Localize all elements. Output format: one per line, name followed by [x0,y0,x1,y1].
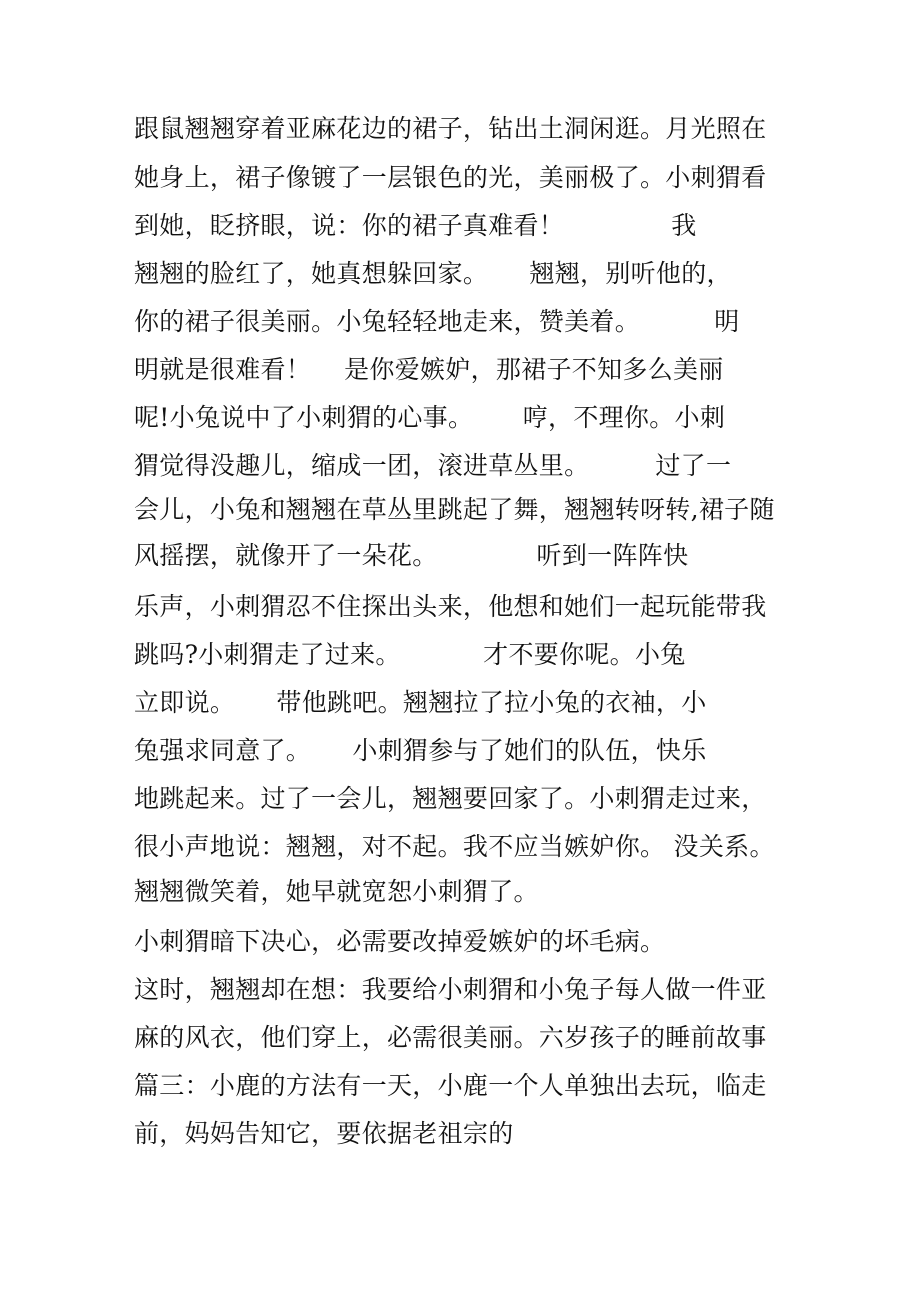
text-line: 麻的风衣，他们穿上，必需很美丽。六岁孩子的睡前故事 [134,1023,767,1052]
text-line: 翘翘的脸红了，她真想躲回家。 翘翘，别听他的， [134,259,732,288]
text-line: 到她，眨挤眼，说：你的裙子真难看！ 我 [134,211,697,240]
text-line: 乐声，小刺猬忍不住探出头来，他想和她们一起玩能带我 [134,592,767,621]
text-line: 她身上，裙子像镀了一层银色的光，美丽极了。小刺猬看 [134,163,767,192]
text-line: 跟鼠翘翘穿着亚麻花边的裙子，钻出土洞闲逛。月光照在 [134,114,767,143]
text-line: 兔强求同意了。 小刺猬参与了她们的队伍，快乐 [134,736,707,765]
text-line: 呢!小兔说中了小刺猬的心事。 哼，不理你。小刺 [134,403,726,432]
text-line: 明就是很难看！ 是你爱嫉妒，那裙子不知多么美丽 [134,355,724,384]
text-line: 你的裙子很美丽。小兔轻轻地走来，赞美着。 明 [134,307,740,336]
text-line: 很小声地说：翘翘，对不起。我不应当嫉妒你。 没关系。 [134,832,775,861]
text-line: 猬觉得没趣儿，缩成一团，滚进草丛里。 过了一 [134,451,732,480]
text-line: 小刺猬暗下决心，必需要改掉爱嫉妒的坏毛病。 [134,927,666,956]
text-line: 这时，翘翘却在想：我要给小刺猬和小兔子每人做一件亚 [134,975,767,1004]
text-line: 跳吗?小刺猬走了过来。 才不要你呢。小兔 [134,640,686,669]
text-line: 前，妈妈告知它，要依据老祖宗的 [134,1119,514,1148]
text-line: 风摇摆，就像开了一朵花。 听到一阵阵快 [134,541,689,570]
text-line: 地跳起来。过了一会儿，翘翘要回家了。小刺猬走过来， [134,784,767,813]
text-line: 立即说。 带他跳吧。翘翘拉了拉小兔的衣袖，小 [134,688,707,717]
text-line: 翘翘微笑着，她早就宽恕小刺猬了。 [134,877,539,906]
text-line: 会儿，小兔和翘翘在草丛里跳起了舞，翘翘转呀转,裙子随 [134,495,775,524]
text-line: 篇三：小鹿的方法有一天，小鹿一个人单独出去玩，临走 [134,1071,767,1100]
